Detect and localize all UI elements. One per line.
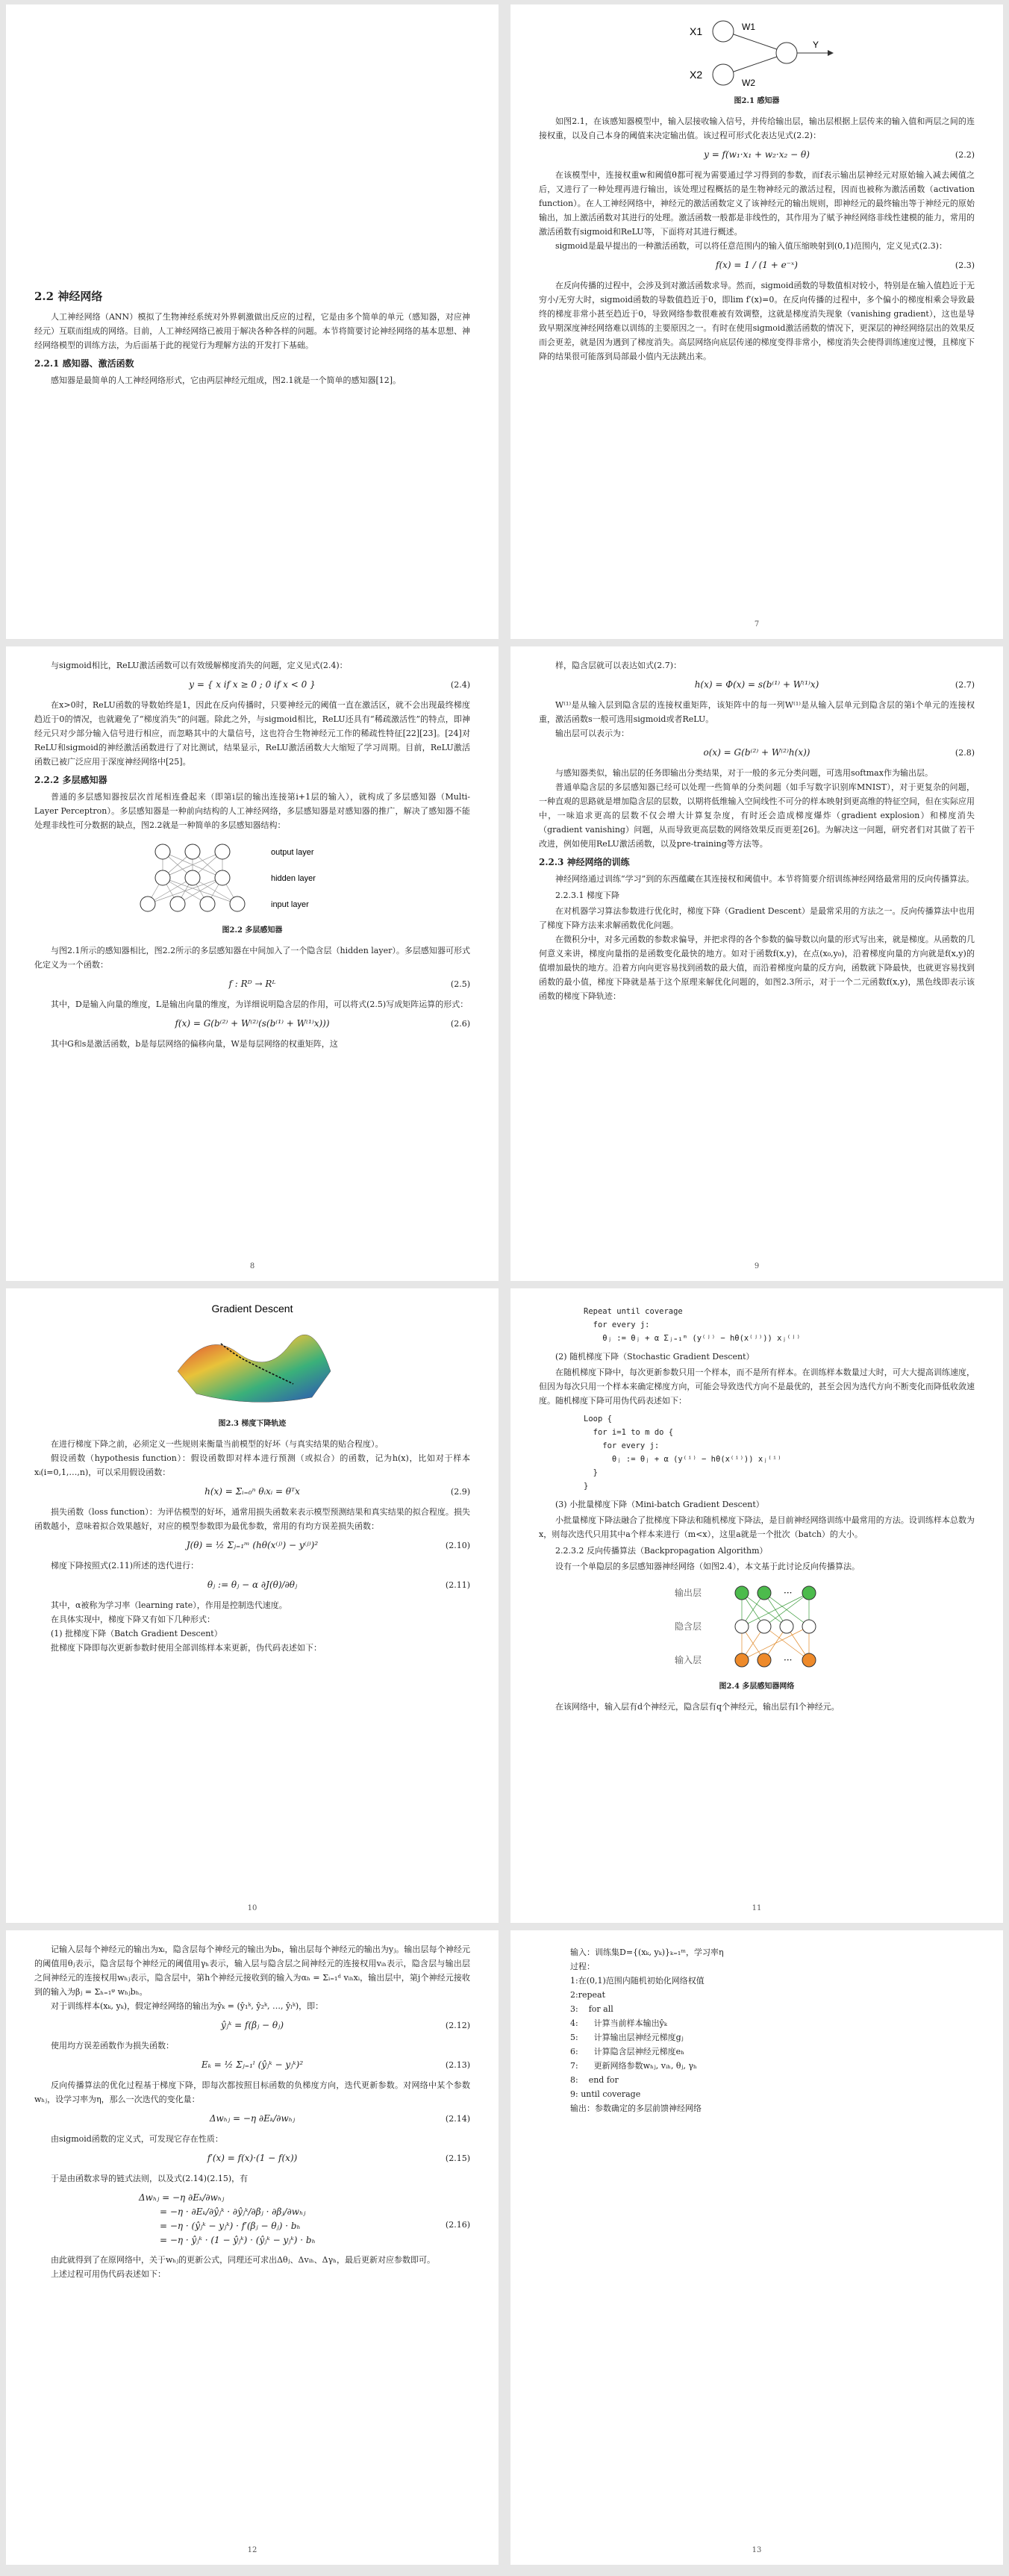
paragraph: 批梯度下降即每次更新参数时使用全部训练样本来更新，伪代码表述如下： — [51, 1643, 322, 1653]
algorithm-line: 5: 计算输出层神经元梯度gⱼ — [570, 2033, 684, 2042]
figure-caption: 图2.2 多层感知器 — [222, 926, 283, 935]
section-heading: 2.2 神经网络 — [34, 290, 103, 303]
paragraph: 由此就得到了在原网络中，关于wₕⱼ的更新公式，同理还可求出Δθⱼ、Δvᵢₕ、Δγₕ，最后更新对应参数即可。 — [51, 2255, 435, 2265]
page-12 — [6, 1930, 499, 2565]
page-number: 7 — [754, 620, 760, 629]
paragraph: (1) 批梯度下降（Batch Gradient Descent） — [51, 1629, 222, 1638]
paragraph: 输出层可以表示为： — [555, 729, 629, 738]
page-13 — [510, 1930, 1003, 2565]
subsubsection-heading: 2.2.3.2 反向传播算法（Backpropagation Algorithm） — [555, 1546, 768, 1556]
paragraph: 如图2.1，在该感知器模型中，输入层接收输入信号，并传给输出层，输出层根据上层传来的输入值和两层之间的连接权重，以及自己本身的阈值来决定输出值。该过程可形式化表达见式(2.2)： — [539, 116, 975, 140]
subsection-heading: 2.2.2 多层感知器 — [34, 775, 107, 785]
figure-caption: 图2.3 梯度下降轨迹 — [218, 1420, 287, 1428]
label-x2: X2 — [690, 69, 703, 81]
paragraph: 样，隐含层就可以表达如式(2.7)： — [555, 661, 682, 670]
paragraph: 其中，α被称为学习率（learning rate），作用是控制迭代速度。 — [51, 1600, 287, 1610]
paragraph: W⁽¹⁾是从输入层到隐含层的连接权重矩阵，该矩阵中的每一列W⁽¹⁾是从输入层单元到隐含层的第i个单元的连接权重，激活函数s一般可选用sigmoid或者ReLU。 — [539, 700, 975, 724]
paragraph: 其中，D是输入向量的维度，L是输出向量的维度，为详细说明隐含层的作用，可以将式(2.5)写成矩阵运算的形式： — [51, 999, 469, 1009]
algorithm-line: 7: 更新网络参数wₕⱼ, vᵢₕ, θⱼ, γₕ — [570, 2061, 697, 2071]
algorithm-line: 1:在(0,1)范围内随机初始化网络权值 — [570, 1976, 705, 1986]
paragraph: 与sigmoid相比，ReLU激活函数可以有效缓解梯度消失的问题，定义见式(2.4)： — [51, 661, 348, 670]
paragraph: 感知器是最简单的人工神经网络形式，它由两层神经元组成，图2.1就是一个简单的感知器[12]。 — [51, 375, 402, 385]
equation: Eₖ = ½ Σⱼ₌₁ˡ (ŷⱼᵏ − yⱼᵏ)² (2.13) — [201, 2059, 470, 2070]
label-input: input layer — [271, 900, 309, 909]
paragraph: 人工神经网络（ANN）模拟了生物神经系统对外界刺激做出反应的过程，它是由多个简单的单元（感知器，对应神经元）互联而组成的网络。目前，人工神经网络已被用于解决各种各样的问题。本节将简要讨论神经网络的基本思想、神经网络模型的训练方法，为后面基于此的视觉行为理解方法的开发打下基础。 — [34, 312, 470, 350]
paragraph: 设有一个单隐层的多层感知器神经网络（如图2.4），本文基于此讨论反向传播算法。 — [555, 1562, 860, 1571]
paragraph: 与感知器类似，输出层的任务即输出分类结果，对于一般的多元分类问题，可选用softmax作为输出层。 — [555, 768, 933, 778]
label-y: Y — [813, 40, 819, 50]
pseudocode: Repeat until coverage for every j: θⱼ := θⱼ + α Σⱼ₌₁ᵐ (y⁽ʲ⁾ − hθ(x⁽ʲ⁾)) xⱼ⁽ʲ⁾ — [584, 1307, 801, 1343]
paragraph: 其中G和s是激活函数，b是每层网络的偏移向量，W是每层网络的权重矩阵，这 — [51, 1039, 338, 1049]
equation: h(x) = Φ(x) = s(b⁽¹⁾ + W⁽¹⁾x) (2.7) — [694, 679, 975, 690]
paragraph: 在进行梯度下降之前，必须定义一些规则来衡量当前模型的好坏（与真实结果的贴合程度）。 — [51, 1439, 384, 1449]
page-7 — [510, 4, 1003, 639]
paragraph: 使用均方误差函数作为损失函数： — [51, 2041, 174, 2050]
equation: f′(x) = f(x)·(1 − f(x)) (2.15) — [207, 2153, 470, 2163]
algorithm-line: 2:repeat — [570, 1990, 606, 2000]
paragraph: 普通单隐含层的多层感知器已经可以处理一些简单的分类问题（如手写数字识别库MNIST），对于更复杂的问题，一种直观的思路就是增加隐含层的层数，以期将低维输入空间线性不可分的样本映射到更高维的特征空间，但在实际应用中，一味追求更高的层数不仅会增大计算复杂度，有时还会造成梯度爆炸（gradient explosion）和梯度消失（gradient vanishing）问题，从而导致更高层数的网络效果反而更差[26]。为解决这一问题，研究者们对其做了若干改进，例如使用ReLU激活函数，以及pre-training等方法等。 — [539, 782, 975, 849]
paragraph: 在具体实现中，梯度下降又有如下几种形式： — [51, 1615, 215, 1624]
paragraph: 在反向传播的过程中，会涉及到对激活函数求导。然而，sigmoid函数的导数值相对较小，特别是在输入值趋近于无穷小/无穷大时，sigmoid函数的导数值趋近于0，即lim f′(x)=0。在反向传播的过程中，多个偏小的梯度相乘会导致最终的梯度非常小甚至趋近于0，导致网络参数很难被有效调整，这就是梯度消失现象（vanishing gradient），这也是导致早期深度神经网络难以训练的主要原因之一。有时在使用sigmoid激活函数的情况下，更深层的神经网络层出的效果反而会更差，就是因为遇到了梯度消失。高层网络向底层传递的梯度变得非常小，梯度消失会使得训练速度过慢，且梯度下降的结果很可能落到局部最小值内无法跳出来。 — [539, 281, 975, 361]
paragraph: 普通的多层感知器按层次首尾相连叠起来（即第i层的输出连接第i+1层的输入），就构成了多层感知器（Multi-Layer Perceptron）。多层感知器是一种前向结构的人工神经网络，多层感知器是对感知器的推广，解决了感知器不能处理非线性可分数据的缺点，图2.2就是一种简单的多层感知器结构： — [34, 792, 470, 830]
ellipsis-icon: ··· — [784, 1655, 793, 1665]
paragraph: 在微积分中，对多元函数的参数求偏导，并把求得的各个参数的偏导数以向量的形式写出来，就是梯度。从函数的几何意义来讲，梯度向量指的是函数变化最快的地方。如对于函数f(x,y)，在点(x₀,y₀)，沿着梯度向量的方向就是f(x,y)的值增加最快的地方。沿着方向向更容易找到函数的最大值，而沿着梯度向量的反方向，函数就下降最快，也就更容易找到函数的最小值，梯度下降就是基于这个原理来解优化问题的，如图2.3所示，对于一个二元函数f(x,y)，黑色线即表示该函数的梯度下降轨迹： — [539, 935, 975, 1001]
paragraph: 神经网络通过训练“学习”到的东西蕴藏在其连接权和阈值中。本节将简要介绍训练神经网络最常用的反向传播算法。 — [555, 874, 975, 884]
perceptron-figure — [660, 15, 854, 90]
label-hidden: hidden layer — [271, 874, 316, 883]
subsubsection-heading: 2.2.3.1 梯度下降 — [555, 891, 619, 900]
algorithm-line: 输入：训练集D={(xₖ, yₖ)}ₖ₌₁ᵐ，学习率η — [570, 1947, 724, 1957]
pseudocode: Loop { for i=1 to m do { for every j: θⱼ := θⱼ + α (y⁽ⁱ⁾ − hθ(x⁽ⁱ⁾)) xⱼ⁽ⁱ⁾ } } — [584, 1415, 782, 1491]
algorithm-line: 4: 计算当前样本输出ŷₖ — [570, 2018, 667, 2028]
paragraph: 在该模型中，连接权重w和阈值θ都可视为需要通过学习得到的参数，而f表示输出层神经元对原始输入减去阈值之后，又进行了一种处理再进行输出，该处理过程概括的是生物神经元的激活过程，因而也被称为激活函数（activation function）。在人工神经网络中，神经元的激活函数定义了该神经元的输出规则，即神经元的最终输出等于神经元的原始输出，加上激活函数对其进行的处理。激活函数一般都是非线性的，其作用为了赋予神经网络非线性建模的能力，常用的激活函数有sigmoid和ReLU等，下面将对其进行概述。 — [539, 170, 975, 237]
subsection-heading: 2.2.3 神经网络的训练 — [539, 857, 630, 867]
algorithm-line: 过程： — [570, 1962, 595, 1971]
label-x1: X1 — [690, 25, 703, 37]
paragraph: 上述过程可用伪代码表述如下： — [51, 2269, 166, 2279]
paragraph: 在x>0时，ReLU函数的导数始终是1，因此在反向传播时，只要神经元的阈值一直在激活区，就不会出现最终梯度趋近于0的情况，也就避免了“梯度消失”的问题。除此之外，与sigmoid相比，ReLU还具有“稀疏激活性”的特点，即神经元只对少部分输入信号进行相应，而忽略其中的大量信号，这也符合生物神经元工作的稀疏性特征[22][23]。[24]对ReLU和sigmoid的神经激活函数进行了对比测试，结果显示，ReLU激活函数大大缩短了学习周期。目前，ReLU激活函数已被广泛应用于深度神经网络中[25]。 — [34, 700, 470, 767]
page-number: 8 — [249, 1262, 255, 1270]
algorithm-line: 6: 计算隐含层神经元梯度eₕ — [570, 2047, 684, 2056]
paragraph: 假设函数（hypothesis function）：假设函数即对样本进行预测（或拟合）的函数，记为h(x)，比如对于样本xᵢ(i=0,1,…,n)，可以采用假设函数： — [34, 1453, 470, 1477]
paragraph: 损失函数（loss function）：为评估模型的好坏，通常用损失函数来表示模型预测结果和真实结果的拟合程度。损失函数越小，意味着拟合效果越好，对应的模型参数即为最优参数，常用的有均方误差损失函数： — [34, 1507, 470, 1531]
label-input-layer: 输入层 — [675, 1655, 702, 1665]
subsection-heading: 2.2.1 感知器、激活函数 — [34, 358, 134, 369]
equation: y = f(w₁·x₁ + w₂·x₂ − θ) (2.2) — [704, 149, 975, 160]
label-w1: W1 — [742, 22, 755, 32]
page-9 — [510, 646, 1003, 1281]
page-10 — [6, 1288, 499, 1923]
equation: y = { x if x ≥ 0 ; 0 if x < 0 } (2.4) — [189, 679, 470, 690]
paragraph: 在该网络中，输入层有d个神经元，隐含层有q个神经元，输出层有l个神经元。 — [555, 1702, 840, 1712]
equation: θⱼ := θⱼ − α ∂J(θ)/∂θⱼ (2.11) — [207, 1579, 470, 1590]
page-6 — [6, 4, 499, 639]
equation: f : Rᴰ → Rᴸ (2.5) — [228, 979, 470, 989]
figure-title: Gradient Descent — [211, 1303, 293, 1314]
subsubsection-heading: (2) 随机梯度下降（Stochastic Gradient Descent） — [555, 1352, 755, 1362]
algorithm-line: 3: for all — [570, 2004, 613, 2014]
equation: Δwₕⱼ = −η ∂Eₖ/∂wₕⱼ (2.14) — [209, 2113, 470, 2124]
page-11 — [510, 1288, 1003, 1923]
algorithm-line: 输出：参数确定的多层前馈神经网络 — [570, 2103, 702, 2113]
page-number: 11 — [752, 1904, 762, 1912]
equation: ŷⱼᵏ = f(βⱼ − θⱼ) (2.12) — [221, 2020, 470, 2030]
paragraph: sigmoid是最早提出的一种激活函数，可以将任意范围内的输入值压缩映射到(0,1)范围内，定义见式(2.3)： — [555, 241, 947, 251]
paragraph: 小批量梯度下降法融合了批梯度下降法和随机梯度下降法，是目前神经网络训练中最常用的方法。设训练样本总数为x，则每次迭代只用其中a个样本来进行（m<x），这里a就是一个批次（batch）的大小。 — [539, 1515, 975, 1539]
label-output: output layer — [271, 848, 314, 857]
paragraph: 在随机梯度下降中，每次更新参数只用一个样本，而不是所有样本。在训练样本数量过大时，可大大提高训练速度，但因为每次只用一个样本来确定梯度方向，可能会导致迭代方向不是最优的，甚至会因为选代方向不断变化而降低收敛速度。随机梯度下降可用伪代码表述如下： — [539, 1367, 975, 1406]
label-output-layer: 输出层 — [675, 1588, 702, 1598]
gradient-descent-figure — [163, 1300, 342, 1412]
equation: h(x) = Σᵢ₌₀ⁿ θᵢxᵢ = θᵀx (2.9) — [204, 1486, 470, 1497]
equation: o(x) = G(b⁽²⁾ + W⁽²⁾h(x)) (2.8) — [703, 747, 975, 758]
figure-caption: 图2.1 感知器 — [734, 97, 780, 105]
paragraph: 反向传播算法的优化过程基于梯度下降，即每次都按照目标函数的负梯度方向，迭代更新参数。对网络中某个参数wₕⱼ，设学习率为η，那么一次迭代的变化量： — [34, 2080, 470, 2104]
algorithm-line: 9: until coverage — [570, 2089, 641, 2099]
paragraph: 梯度下降按照式(2.11)所述的迭代进行： — [51, 1561, 199, 1571]
equation-block: Δwₕⱼ = −η ∂Eₖ/∂wₕⱼ = −η · ∂Eₖ/∂ŷⱼᵏ · ∂ŷⱼᵏ/∂βⱼ · ∂βⱼ/∂wₕⱼ = −η · (ŷⱼᵏ − yⱼᵏ) · f′(βⱼ − θⱼ) · bₕ = −η · ŷⱼᵏ · (1 − ŷⱼᵏ) · (ŷⱼᵏ − yⱼᵏ) · bₕ (2.16) — [139, 2192, 470, 2245]
equation: J(θ) = ½ Σⱼ₌₁ᵐ (hθ(x⁽ʲ⁾) − y⁽ʲ⁾)² (2.10) — [186, 1540, 470, 1550]
paragraph: 与图2.1所示的感知器相比，图2.2所示的多层感知器在中间加入了一个隐含层（hidden layer）。多层感知器可形式化定义为一个函数： — [34, 946, 470, 970]
paragraph: 于是由函数求导的链式法则，以及式(2.14)(2.15)，有 — [51, 2174, 249, 2183]
paragraph: 对于训练样本(xₖ, yₖ)，假定神经网络的输出为ŷₖ = (ŷ₁ᵏ, ŷ₂ᵏ, …, ŷₗᵏ)，即： — [51, 2001, 324, 2011]
bp-network-figure — [645, 1578, 869, 1675]
label-w2: W2 — [742, 78, 755, 88]
page-number: 12 — [247, 2546, 257, 2554]
ellipsis-icon: ··· — [784, 1588, 793, 1598]
page-number: 10 — [247, 1904, 257, 1912]
page-8 — [6, 646, 499, 1281]
page-number: 9 — [754, 1262, 760, 1270]
paragraph: 在对机器学习算法参数进行优化时，梯度下降（Gradient Descent）是最常采用的方法之一。反向传播算法中也用了梯度下降方法来求解函数优化问题。 — [539, 906, 975, 930]
page-number: 13 — [752, 2546, 762, 2554]
equation: f(x) = 1 / (1 + e⁻ˣ) (2.3) — [716, 260, 975, 270]
subsubsection-heading: (3) 小批量梯度下降（Mini-batch Gradient Descent） — [555, 1500, 764, 1509]
mlp-figure — [118, 837, 387, 919]
algorithm-line: 8: end for — [570, 2075, 619, 2085]
label-hidden-layer: 隐含层 — [675, 1621, 702, 1632]
figure-caption: 图2.4 多层感知器网络 — [719, 1682, 795, 1691]
paragraph: 记输入层每个神经元的输出为xᵢ，隐含层每个神经元的输出为bₕ，输出层每个神经元的输出为yⱼ。输出层每个神经元的阈值用θⱼ表示，隐含层每个神经元的阈值用γₕ表示，输入层与隐含层之间神经元的连接权用vᵢₕ表示，隐含层与输出层之间神经元的连接权用wₕⱼ表示，隐含层中，第h个神经元接收到的输入为αₕ = Σᵢ₌₁ᵈ vᵢₕxᵢ，输出层中，第j个神经元接收到的输入为βⱼ = Σₕ₌₁ᵠ wₕⱼbₕ。 — [34, 1945, 470, 1997]
equation: f(x) = G(b⁽²⁾ + W⁽²⁾(s(b⁽¹⁾ + W⁽¹⁾x))) (2.6) — [175, 1018, 470, 1029]
paragraph: 由sigmoid函数的定义式，可发现它存在性质： — [51, 2134, 223, 2144]
